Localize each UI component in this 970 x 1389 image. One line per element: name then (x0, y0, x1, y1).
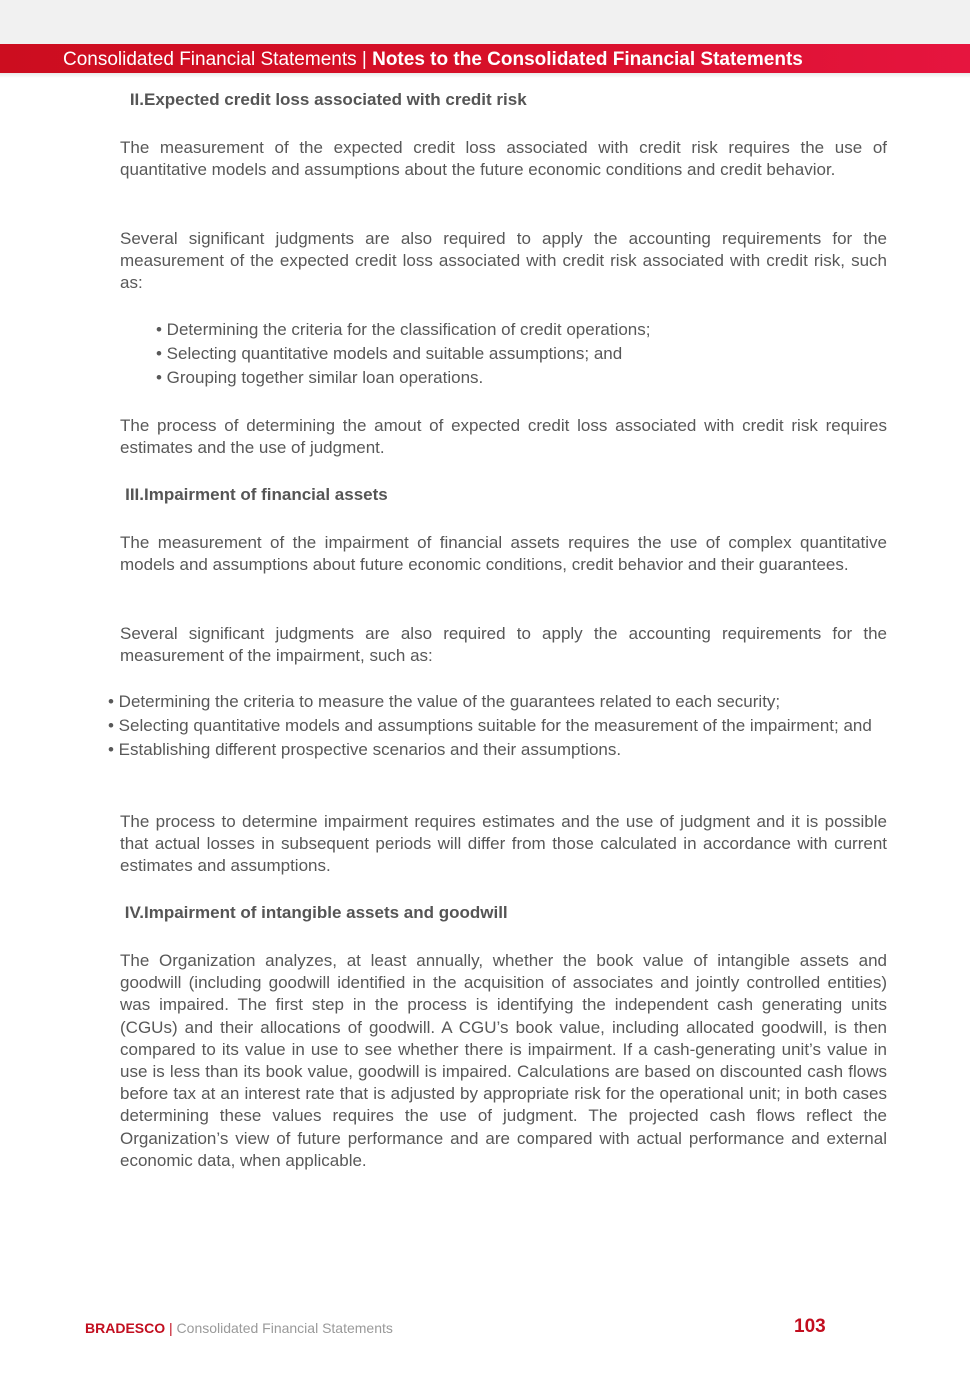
section-title: Impairment of intangible assets and goodwill (144, 903, 508, 922)
paragraph: The measurement of the impairment of financial assets requires the use of complex quantitative models and assumptions about future economic conditions, credit behavior and their guarantees. (120, 533, 887, 575)
list-item: • Establishing different prospective scenarios and their assumptions. (108, 740, 622, 759)
list-item: • Grouping together similar loan operations. (156, 368, 484, 387)
section-number: III. (125, 485, 144, 504)
section-title: Impairment of financial assets (144, 485, 388, 504)
banner-section: Consolidated Financial Statements (63, 49, 357, 70)
section-number: II. (129, 90, 144, 109)
bullet-list (156, 318, 650, 390)
paragraph: Several significant judgments are also required to apply the accounting requirements for the measurement of the impairment, such as: (120, 624, 887, 666)
list-item: • Determining the criteria to measure the value of the guarantees related to each security; (108, 692, 781, 711)
paragraph: Several significant judgments are also required to apply the accounting requirements for the measurement of the expected credit loss associated with credit risk associated with credit risk, such as: (120, 229, 887, 293)
paragraph: The measurement of the expected credit loss associated with credit risk requires the use of quantitative models and assumptions about the future economic conditions and credit behavior. (120, 138, 887, 180)
banner-separator: | (356, 49, 373, 70)
banner-subsection: Notes to the Consolidated Financial Statements (372, 49, 803, 70)
list-item: • Selecting quantitative models and suitable assumptions; and (156, 344, 623, 363)
paragraph: The Organization analyzes, at least annually, whether the book value of intangible assets and goodwill (including goodwill identified in the acquisition of associates and jointly controlled entities) was impaired. The first step in the process is identifying the independent cash generating units (CGUs) and their allocations of goodwill. A CGU’s book value, including allocated goodwill, is then compared to its value in use to see whether there is impairment. If a cash-generating unit’s value in use is less than its book value, goodwill is impaired. Calculations are based on discounted cash flows before tax at an interest rate that is adjusted by appropriate risk for the operational unit; in both cases determining these values requires the use of judgment. The projected cash flows reflect the Organization’s view of future performance and are compared with actual performance and external economic data, when applicable. (120, 951, 887, 1170)
footer (85, 1319, 393, 1337)
list-item: • Determining the criteria for the classification of credit operations; (156, 320, 651, 339)
footer-separator: | (165, 1320, 177, 1336)
paragraph: The process of determining the amout of expected credit loss associated with credit risk requires estimates and the use of judgment. (120, 416, 887, 458)
footer-document-title: Consolidated Financial Statements (176, 1320, 393, 1336)
bullet-list (108, 690, 887, 762)
section-title: Expected credit loss associated with credit risk (144, 90, 527, 109)
page-number: 103 (794, 1316, 826, 1337)
list-item: • Selecting quantitative models and assumptions suitable for the measurement of the impairment; and (108, 716, 872, 735)
banner-shadow (0, 73, 970, 78)
section-banner (0, 44, 970, 73)
top-margin (0, 0, 970, 44)
footer-brand: BRADESCO (85, 1320, 166, 1336)
section-number: IV. (124, 903, 144, 922)
paragraph: The process to determine impairment requires estimates and the use of judgment and it is possible that actual losses in subsequent periods will differ from those calculated in accordance with current estimates and assumptions. (120, 812, 887, 876)
